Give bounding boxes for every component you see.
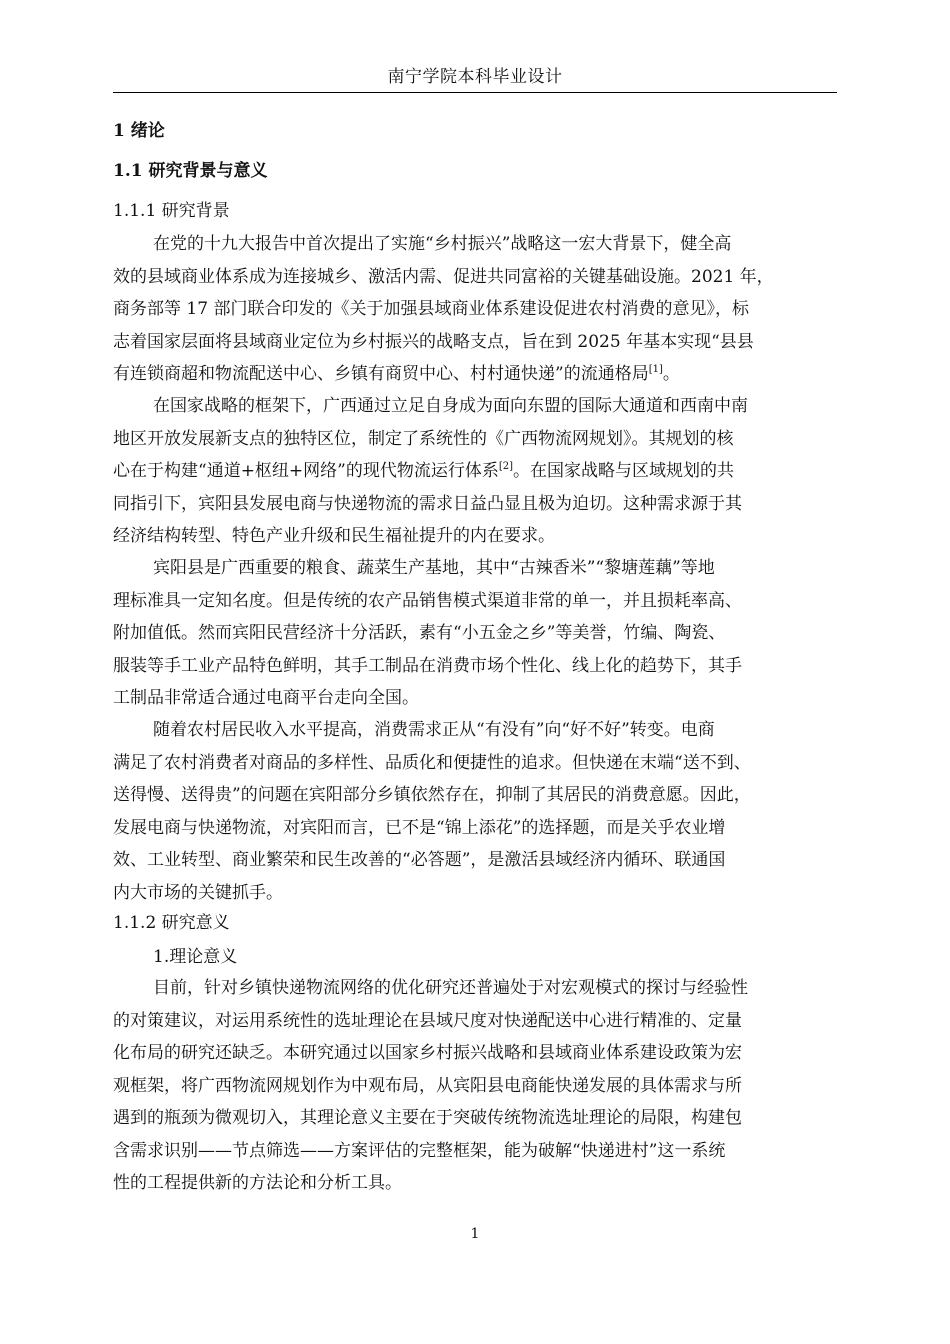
text-line: 同指引下，宾阳县发展电商与快递物流的需求日益凸显且极为迫切。这种需求源于其	[113, 493, 742, 514]
heading-text: 绪论	[130, 121, 165, 141]
text-line: 地区开放发展新支点的独特区位，制定了系统性的《广西物流网规划》。其规划的核	[113, 428, 734, 449]
page-number: 1	[470, 1226, 480, 1242]
page-header-title: 南宁学院本科毕业设计	[387, 67, 563, 87]
text-fragment: 。	[662, 364, 680, 384]
paragraph-background-3	[113, 552, 837, 715]
text-line: 志着国家层面将县域商业定位为乡村振兴的战略支点，旨在到 2025 年基本实现“县县	[113, 331, 754, 352]
text-line: 效、工业转型、商业繁荣和民生改善的“必答题”，是激活县域经济内循环、联通国	[113, 850, 726, 870]
paragraph-significance-1	[113, 972, 837, 1200]
text-line: 的对策建议，对运用系统性的选址理论在县域尺度对快递配送中心进行精准的、定量	[113, 1010, 742, 1031]
text-line: 含需求识别——节点筛选——方案评估的完整框架，能为破解“快递进村”这一系统	[113, 1140, 726, 1161]
text-line: 遇到的瓶颈为微观切入，其理论意义主要在于突破传统物流选址理论的局限，构建包	[113, 1108, 742, 1128]
heading-subsection-1-1-2	[113, 912, 230, 934]
paragraph-background-4	[113, 714, 837, 909]
text-line	[113, 455, 837, 488]
text-fragment: 心在于构建“通道+枢纽+网络”的现代物流运行体系	[113, 461, 499, 481]
text-line: 内大市场的关键抓手。	[113, 882, 283, 903]
text-line: 服装等手工业产品特色鲜明，其手工制品在消费市场个性化、线上化的趋势下，其手	[113, 655, 742, 676]
text-line-last	[113, 358, 837, 391]
header-divider	[113, 92, 837, 93]
paragraph-background-1	[113, 228, 837, 391]
text-line: 附加值低。然而宾阳民营经济十分活跃，素有“小五金之乡”等美誉，竹编、陶瓷、	[113, 623, 726, 643]
text-line: 工制品非常适合通过电商平台走向全国。	[113, 688, 419, 708]
text-line: 经济结构转型、特色产业升级和民生福祉提升的内在要求。	[113, 526, 555, 546]
text-line: 观框架，将广西物流网规划作为中观布局，从宾阳县电商能快递发展的具体需求与所	[113, 1075, 742, 1096]
heading-text: 研究背景	[161, 201, 230, 221]
text-line: 随着农村居民收入水平提高，消费需求正从“有没有”向“好不好”转变。电商	[153, 720, 715, 740]
text-line: 送得慢、送得贵”的问题在宾阳部分乡镇依然存在，抑制了其居民的消费意愿。因此，	[113, 785, 751, 805]
sublabel-theory-significance: 1.理论意义	[153, 947, 238, 967]
heading-subsection-1-1-1	[113, 200, 230, 222]
text-line: 商务部等 17 部门联合印发的《关于加强县域商业体系建设促进农村消费的意见》，标	[113, 299, 749, 319]
citation-ref: [2]	[498, 461, 514, 472]
heading-number: 1.1.2	[113, 913, 157, 933]
paragraph-background-2	[113, 390, 837, 553]
text-fragment: 。在国家战略与区域规划的共	[513, 461, 735, 481]
text-line: 目前，针对乡镇快递物流网络的优化研究还普遍处于对宏观模式的探讨与经验性	[153, 978, 748, 998]
text-line: 化布局的研究还缺乏。本研究通过以国家乡村振兴战略和县域商业体系建设政策为宏	[113, 1043, 742, 1063]
heading-section-1-1	[113, 160, 268, 182]
heading-number: 1	[113, 121, 125, 141]
text-fragment: 有连锁商超和物流配送中心、乡镇有商贸中心、村村通快递”的流通格局	[113, 364, 649, 384]
heading-text: 研究意义	[161, 913, 230, 933]
text-line: 发展电商与快递物流，对宾阳而言，已不是“锦上添花”的选择题，而是关乎农业增	[113, 817, 726, 838]
text-line: 理标准具一定知名度。但是传统的农产品销售模式渠道非常的单一，并且损耗率高、	[113, 590, 742, 611]
text-line: 宾阳县是广西重要的粮食、蔬菜生产基地，其中“古辣香米”“黎塘莲藕”等地	[153, 558, 715, 578]
text-line: 满足了农村消费者对商品的多样性、品质化和便捷性的追求。但快递在末端“送不到、	[113, 752, 751, 773]
text-line: 在国家战略的框架下，广西通过立足自身成为面向东盟的国际大通道和西南中南	[153, 396, 748, 416]
heading-chapter-1	[113, 120, 165, 142]
heading-text: 研究背景与意义	[148, 161, 268, 181]
text-line: 性的工程提供新的方法论和分析工具。	[113, 1173, 402, 1193]
text-line: 效的县域商业体系成为连接城乡、激活内需、促进共同富裕的关键基础设施。2021 年，	[113, 266, 774, 287]
text-line: 在党的十九大报告中首次提出了实施“乡村振兴”战略这一宏大背景下，健全高	[153, 234, 732, 254]
heading-number: 1.1.1	[113, 201, 157, 221]
heading-number: 1.1	[113, 161, 143, 181]
citation-ref: [1]	[648, 364, 663, 375]
